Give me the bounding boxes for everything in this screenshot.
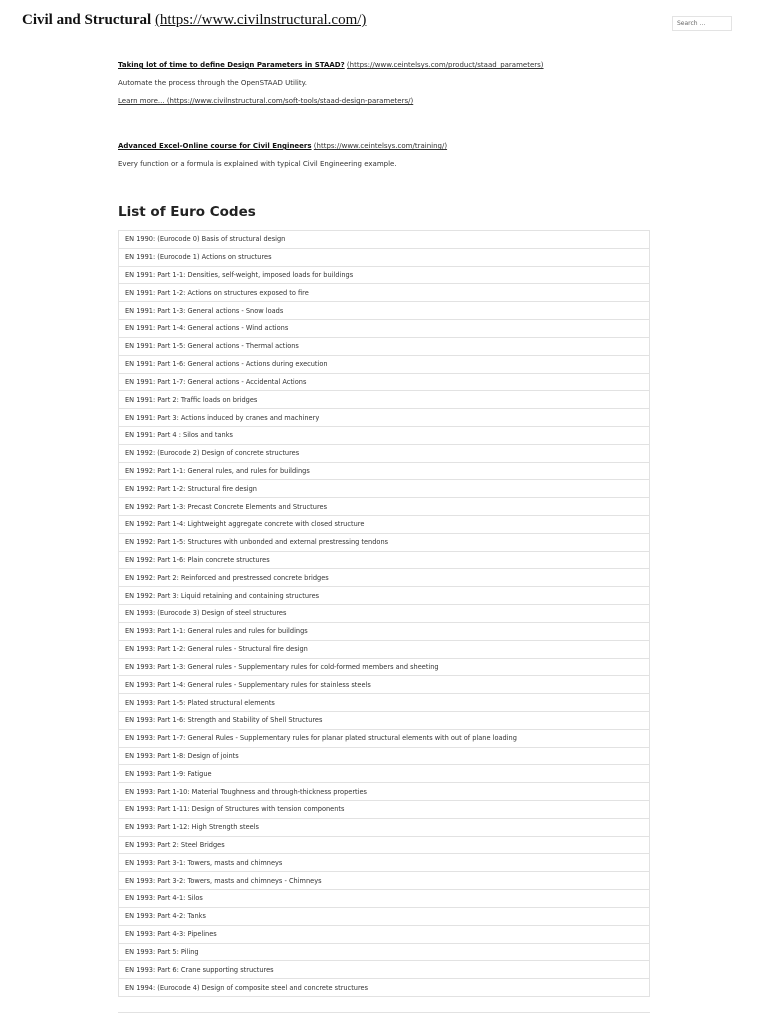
table-row bbox=[119, 676, 650, 694]
euro-code-cell: EN 1993: (Eurocode 3) Design of steel structures bbox=[119, 605, 650, 623]
table-row bbox=[119, 231, 650, 249]
euro-code-cell: EN 1990: (Eurocode 0) Basis of structural design bbox=[119, 231, 650, 249]
table-row bbox=[119, 533, 650, 551]
euro-code-cell: EN 1993: Part 3-2: Towers, masts and chimneys - Chimneys bbox=[119, 872, 650, 890]
euro-code-cell: EN 1993: Part 1-8: Design of joints bbox=[119, 747, 650, 765]
search-input[interactable]: Search ... bbox=[672, 16, 732, 31]
table-row bbox=[119, 907, 650, 925]
promo-excel bbox=[118, 142, 648, 169]
learn-more-link[interactable]: Learn more... (https://www.civilnstructural.com/soft-tools/staad-design-parameters/) bbox=[118, 97, 414, 105]
table-row bbox=[119, 818, 650, 836]
euro-code-cell: EN 1993: Part 1-10: Material Toughness and through-thickness properties bbox=[119, 783, 650, 801]
table-row bbox=[119, 337, 650, 355]
euro-code-cell: EN 1993: Part 1-4: General rules - Supplementary rules for stainless steels bbox=[119, 676, 650, 694]
table-row bbox=[119, 373, 650, 391]
table-row bbox=[119, 872, 650, 890]
euro-code-cell: EN 1991: Part 1-3: General actions - Snow loads bbox=[119, 302, 650, 320]
euro-code-cell: EN 1992: Part 1-5: Structures with unbonded and external prestressing tendons bbox=[119, 533, 650, 551]
table-row bbox=[119, 516, 650, 534]
table-row bbox=[119, 480, 650, 498]
euro-code-cell: EN 1991: Part 2: Traffic loads on bridges bbox=[119, 391, 650, 409]
euro-code-cell: EN 1993: Part 1-7: General Rules - Supplementary rules for planar plated structural elements with out of plane loading bbox=[119, 729, 650, 747]
table-row bbox=[119, 462, 650, 480]
euro-codes-table bbox=[118, 230, 650, 997]
table-row bbox=[119, 498, 650, 516]
table-row bbox=[119, 694, 650, 712]
euro-code-cell: EN 1993: Part 4-1: Silos bbox=[119, 890, 650, 908]
euro-code-cell: EN 1994: (Eurocode 4) Design of composite steel and concrete structures bbox=[119, 979, 650, 997]
table-row bbox=[119, 925, 650, 943]
table-row bbox=[119, 711, 650, 729]
euro-code-cell: EN 1993: Part 1-11: Design of Structures with tension components bbox=[119, 801, 650, 819]
euro-code-cell: EN 1993: Part 1-5: Plated structural elements bbox=[119, 694, 650, 712]
euro-code-cell: EN 1993: Part 1-3: General rules - Supplementary rules for cold-formed members and sheeting bbox=[119, 658, 650, 676]
promo-excel-headline[interactable]: Advanced Excel-Online course for Civil Engineers bbox=[118, 142, 312, 150]
table-row bbox=[119, 836, 650, 854]
table-row bbox=[119, 569, 650, 587]
euro-code-cell: EN 1992: Part 1-1: General rules, and rules for buildings bbox=[119, 462, 650, 480]
promo-staad-headline-line bbox=[118, 61, 648, 70]
table-row bbox=[119, 409, 650, 427]
euro-code-cell: EN 1993: Part 4-2: Tanks bbox=[119, 907, 650, 925]
site-title[interactable] bbox=[22, 12, 366, 29]
site-url-link[interactable]: (https://www.civilnstructural.com/) bbox=[154, 12, 367, 28]
table-row bbox=[119, 551, 650, 569]
table-row bbox=[119, 284, 650, 302]
site-name[interactable]: Civil and Structural bbox=[22, 12, 152, 28]
euro-code-cell: EN 1992: Part 1-3: Precast Concrete Elements and Structures bbox=[119, 498, 650, 516]
promo-staad-headline[interactable]: Taking lot of time to define Design Parameters in STAAD? bbox=[118, 61, 345, 69]
table-row bbox=[119, 747, 650, 765]
table-row bbox=[119, 302, 650, 320]
table-row bbox=[119, 605, 650, 623]
euro-code-cell: EN 1993: Part 1-6: Strength and Stability of Shell Structures bbox=[119, 711, 650, 729]
euro-code-cell: EN 1991: Part 1-6: General actions - Actions during execution bbox=[119, 355, 650, 373]
euro-code-cell: EN 1992: Part 1-4: Lightweight aggregate concrete with closed structure bbox=[119, 516, 650, 534]
table-row bbox=[119, 961, 650, 979]
promo-excel-description: Every function or a formula is explained with typical Civil Engineering example. bbox=[118, 160, 397, 168]
euro-code-cell: EN 1993: Part 6: Crane supporting structures bbox=[119, 961, 650, 979]
table-row bbox=[119, 266, 650, 284]
euro-code-cell: EN 1993: Part 5: Piling bbox=[119, 943, 650, 961]
euro-code-cell: EN 1991: Part 4 : Silos and tanks bbox=[119, 426, 650, 444]
euro-code-cell: EN 1991: (Eurocode 1) Actions on structures bbox=[119, 248, 650, 266]
euro-code-cell: EN 1991: Part 1-5: General actions - Thermal actions bbox=[119, 337, 650, 355]
promo-excel-headline-line bbox=[118, 142, 648, 151]
table-row bbox=[119, 658, 650, 676]
table-row bbox=[119, 587, 650, 605]
table-row bbox=[119, 943, 650, 961]
table-row bbox=[119, 801, 650, 819]
table-row bbox=[119, 729, 650, 747]
euro-codes-table-body bbox=[119, 231, 650, 997]
euro-code-cell: EN 1991: Part 1-4: General actions - Wind actions bbox=[119, 320, 650, 338]
euro-code-cell: EN 1991: Part 1-1: Densities, self-weight, imposed loads for buildings bbox=[119, 266, 650, 284]
site-header bbox=[22, 12, 742, 36]
table-row bbox=[119, 391, 650, 409]
table-row bbox=[119, 426, 650, 444]
promo-excel-url[interactable]: (https://www.ceintelsys.com/training/) bbox=[313, 142, 448, 150]
euro-code-cell: EN 1993: Part 1-12: High Strength steels bbox=[119, 818, 650, 836]
euro-code-cell: EN 1993: Part 1-9: Fatigue bbox=[119, 765, 650, 783]
euro-code-cell: EN 1993: Part 3-1: Towers, masts and chimneys bbox=[119, 854, 650, 872]
table-row bbox=[119, 765, 650, 783]
euro-code-cell: EN 1992: Part 1-2: Structural fire design bbox=[119, 480, 650, 498]
table-row bbox=[119, 248, 650, 266]
promo-staad-learn-more-line bbox=[118, 97, 648, 106]
table-row bbox=[119, 890, 650, 908]
euro-code-cell: EN 1991: Part 1-7: General actions - Accidental Actions bbox=[119, 373, 650, 391]
promo-staad-description: Automate the process through the OpenSTAAD Utility. bbox=[118, 79, 307, 87]
euro-code-cell: EN 1991: Part 1-2: Actions on structures exposed to fire bbox=[119, 284, 650, 302]
euro-code-cell: EN 1992: (Eurocode 2) Design of concrete structures bbox=[119, 444, 650, 462]
promo-staad-url[interactable]: (https://www.ceintelsys.com/product/staad_parameters) bbox=[346, 61, 544, 69]
table-row bbox=[119, 622, 650, 640]
euro-code-cell: EN 1992: Part 2: Reinforced and prestressed concrete bridges bbox=[119, 569, 650, 587]
table-row bbox=[119, 355, 650, 373]
euro-code-cell: EN 1993: Part 1-1: General rules and rules for buildings bbox=[119, 622, 650, 640]
bottom-divider bbox=[118, 1012, 650, 1013]
euro-code-cell: EN 1991: Part 3: Actions induced by cranes and machinery bbox=[119, 409, 650, 427]
table-row bbox=[119, 783, 650, 801]
promo-staad bbox=[118, 61, 648, 106]
euro-code-cell: EN 1992: Part 3: Liquid retaining and containing structures bbox=[119, 587, 650, 605]
table-row bbox=[119, 444, 650, 462]
euro-code-cell: EN 1993: Part 1-2: General rules - Structural fire design bbox=[119, 640, 650, 658]
euro-code-cell: EN 1993: Part 4-3: Pipelines bbox=[119, 925, 650, 943]
euro-code-cell: EN 1992: Part 1-6: Plain concrete structures bbox=[119, 551, 650, 569]
table-row bbox=[119, 854, 650, 872]
table-row bbox=[119, 320, 650, 338]
table-row bbox=[119, 640, 650, 658]
euro-code-cell: EN 1993: Part 2: Steel Bridges bbox=[119, 836, 650, 854]
table-row bbox=[119, 979, 650, 997]
section-title: List of Euro Codes bbox=[118, 204, 256, 220]
